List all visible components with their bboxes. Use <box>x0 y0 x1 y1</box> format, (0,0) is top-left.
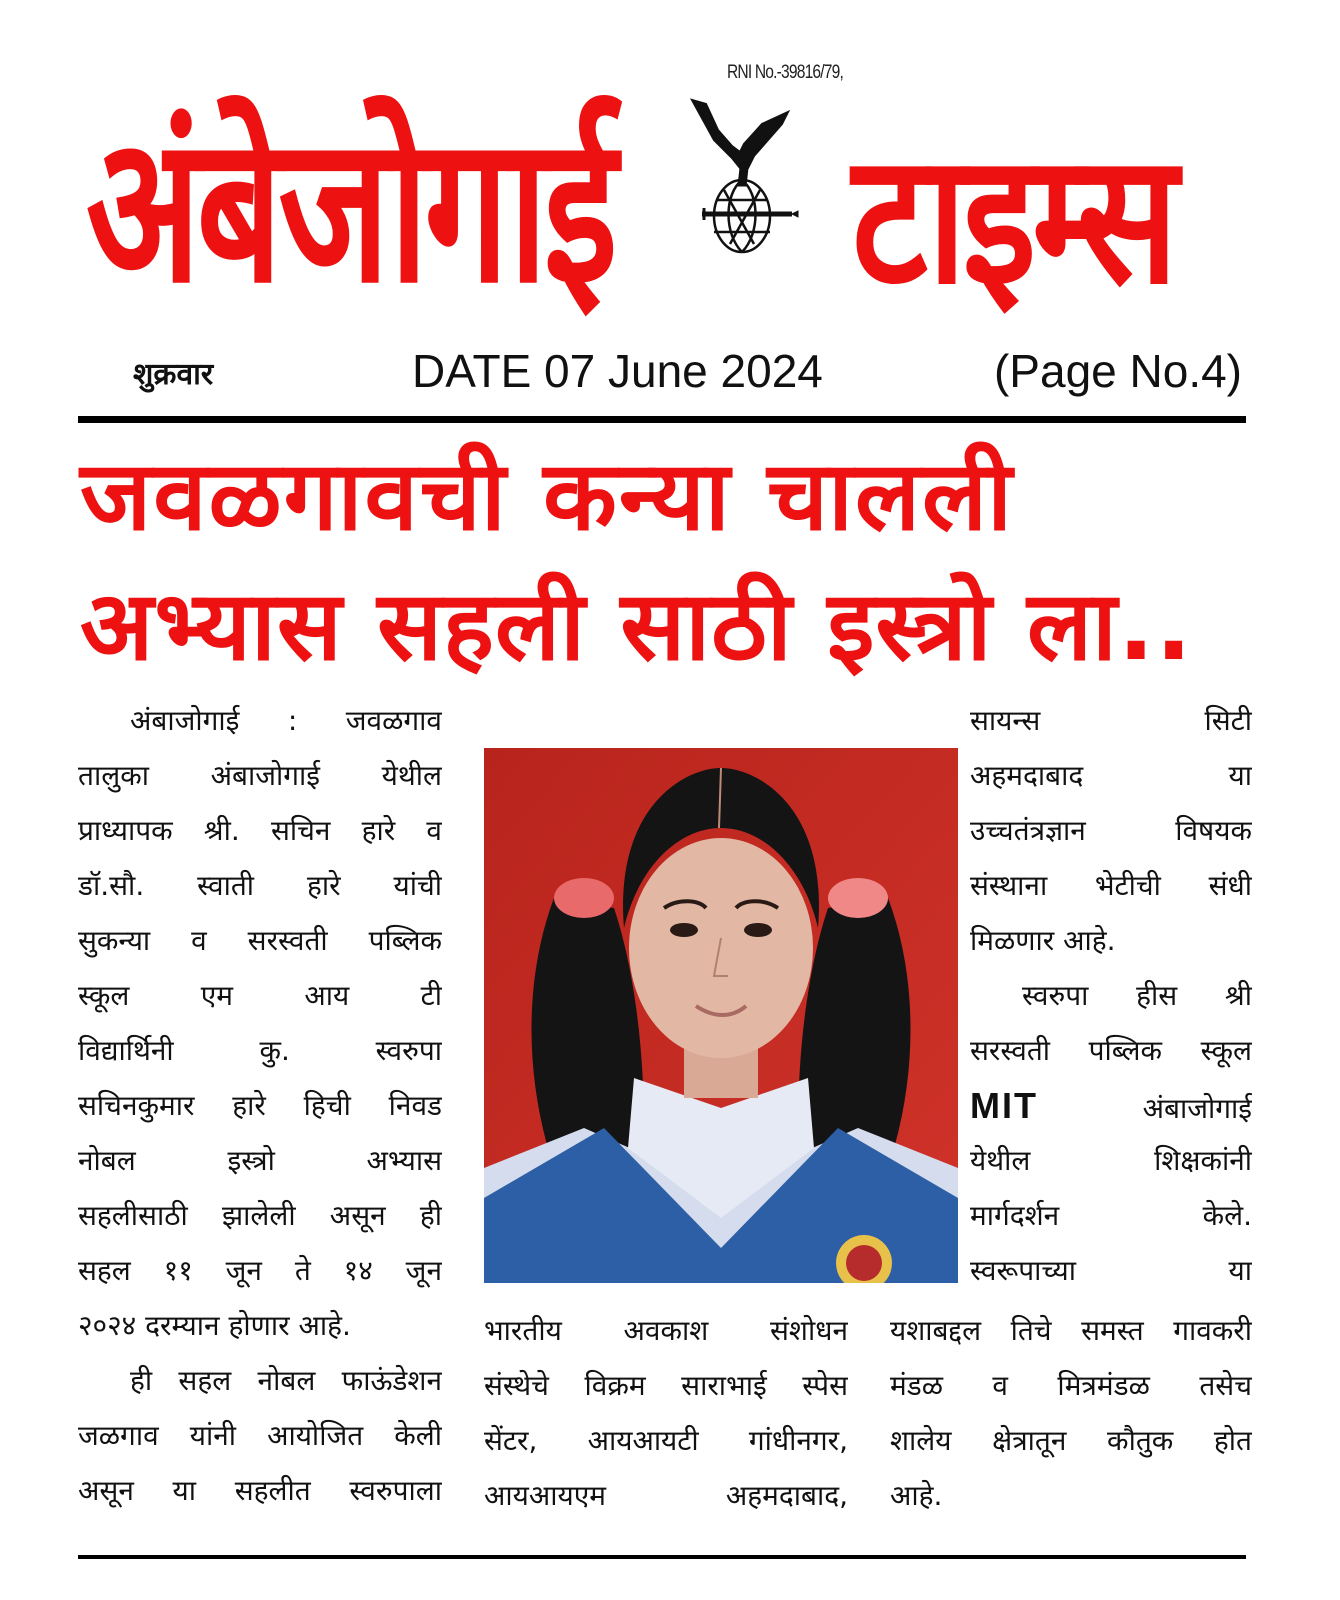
headline-line-1: जवळगावची कन्या चालली <box>80 440 1014 552</box>
article-line: स्वरूपाच्या या <box>970 1254 1252 1287</box>
issue-date: DATE 07 June 2024 <box>412 345 823 397</box>
divider-bottom <box>78 1555 1246 1559</box>
article-line: नोबल इस्त्रो अभ्यास <box>78 1144 442 1177</box>
article-line: २०२४ दरम्यान होणार आहे. <box>78 1309 351 1342</box>
article-line: सेंटर, आयआयटी गांधीनगर, <box>484 1424 848 1457</box>
article-column-3-continued <box>890 1303 1252 1523</box>
article-line: अहमदाबाद या <box>970 759 1252 792</box>
weekday: शुक्रवार <box>133 357 214 392</box>
rni-number: RNI No.-39816/79, <box>727 62 843 83</box>
article-line: सचिनकुमार हारे हिची निवड <box>78 1089 442 1122</box>
article-line: मंडळ व मित्रमंडळ तसेच <box>890 1369 1252 1402</box>
masthead-title-left-text: अंबेजोगाई <box>86 93 614 329</box>
article-line: संस्थाना भेटीची संधी <box>970 869 1252 902</box>
article-line: मार्गदर्शन केले. <box>970 1199 1252 1232</box>
article-line: डॉ.सौ. स्वाती हारे यांची <box>78 869 442 902</box>
article-line: ही सहल नोबल फाऊंडेशन <box>130 1364 442 1397</box>
article-line: सहल ११ जून ते १४ जून <box>78 1254 442 1287</box>
article-line: सरस्वती पब्लिक स्कूल <box>970 1034 1252 1067</box>
article-line: सुकन्या व सरस्वती पब्लिक <box>78 924 442 957</box>
article-line: अंबाजोगाई : जवळगाव <box>130 704 442 737</box>
article-line: आयआयएम अहमदाबाद, <box>484 1479 848 1512</box>
article-line: उच्चतंत्रज्ञान विषयक <box>970 814 1252 847</box>
article-line: शालेय क्षेत्रातून कौतुक होत <box>890 1424 1252 1457</box>
article-line: यशाबद्दल तिचे समस्त गावकरी <box>890 1314 1252 1347</box>
masthead-title-left <box>86 42 666 329</box>
eagle-globe-emblem-icon <box>684 94 804 254</box>
article-line: स्कूल एम आय टी <box>78 979 442 1012</box>
dateline <box>78 340 1248 400</box>
masthead-title-right-text: टाइम्स <box>852 115 1175 325</box>
headline-line-2: अभ्यास सहली साठी इस्त्रो ला.. <box>80 570 1193 682</box>
masthead-title-right <box>852 100 1232 325</box>
article-line: भारतीय अवकाश संशोधन <box>484 1314 848 1347</box>
mit-text: MIT <box>970 1085 1038 1126</box>
mit-rest-text: अंबाजोगाई <box>1142 1092 1252 1125</box>
article-line: मिळणार आहे. <box>970 924 1116 957</box>
divider-top <box>78 416 1246 423</box>
article-line: आहे. <box>890 1479 943 1512</box>
article-column-3 <box>970 693 1252 1298</box>
article-line-mit <box>970 1078 1252 1133</box>
article-line: विद्यार्थिनी कु. स्वरुपा <box>78 1034 442 1067</box>
article-column-2 <box>484 1303 848 1523</box>
article-line: स्वरुपा हीस श्री <box>1022 979 1252 1012</box>
article-column-1 <box>78 693 442 1518</box>
article-line: सहलीसाठी झालेली असून ही <box>78 1199 442 1232</box>
article-line: असून या सहलीत स्वरुपाला <box>78 1474 442 1507</box>
student-portrait-photo <box>484 748 958 1283</box>
article-line: येथील शिक्षकांनी <box>970 1144 1252 1177</box>
article-line: जळगाव यांनी आयोजित केली <box>78 1419 442 1452</box>
article-line: प्राध्यापक श्री. सचिन हारे व <box>78 814 442 847</box>
page-number: (Page No.4) <box>993 345 1242 397</box>
article-line: संस्थेचे विक्रम साराभाई स्पेस <box>484 1369 848 1402</box>
article-line: तालुका अंबाजोगाई येथील <box>78 759 442 792</box>
article-line: सायन्स सिटी <box>970 704 1252 737</box>
